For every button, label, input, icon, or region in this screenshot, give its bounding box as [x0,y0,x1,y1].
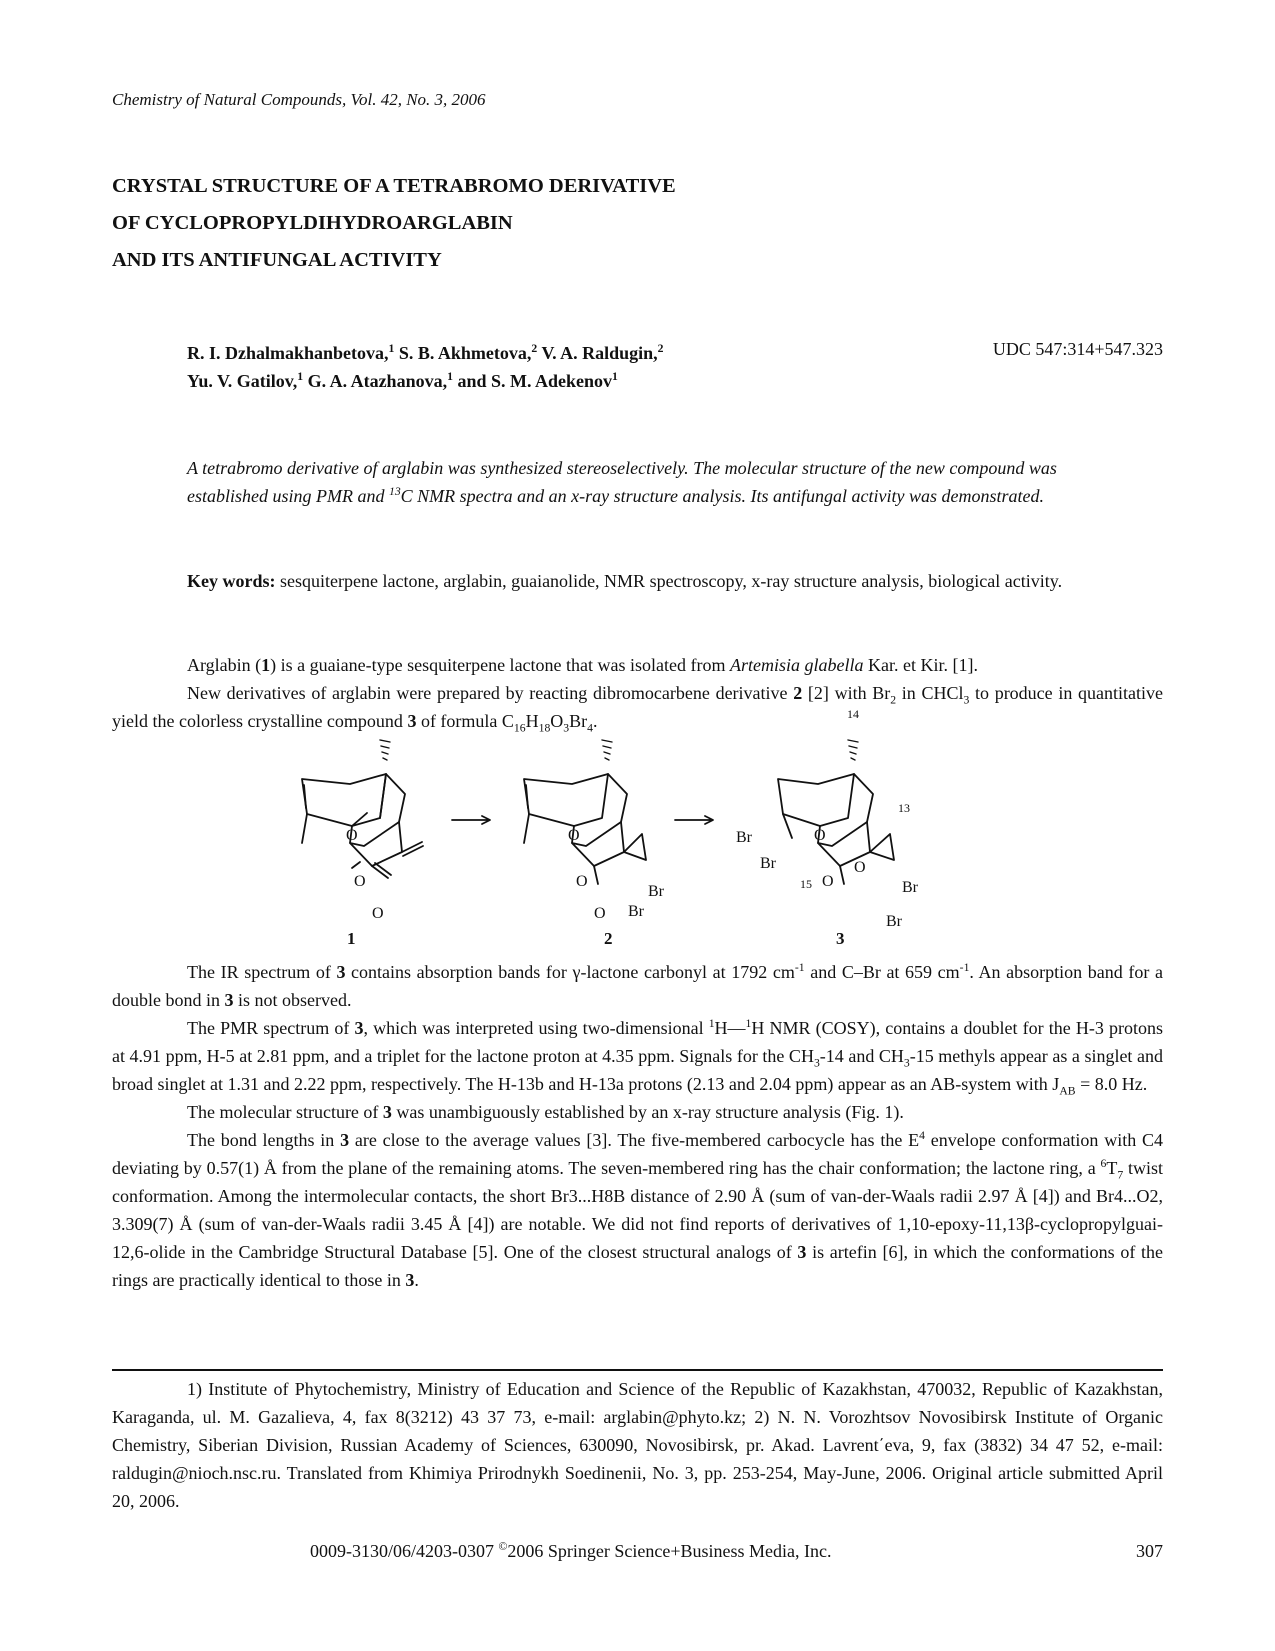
superscript: 1 [708,1017,715,1030]
text: was unambiguously established by an x-ray structure analysis (Fig. 1). [391,1102,904,1122]
superscript: 13 [388,485,401,498]
text: contains absorption bands for γ-lactone carbonyl at 1792 cm [345,962,795,982]
atom-label: O [594,905,606,922]
compound-label-3: 3 [836,929,845,948]
text: H [525,711,539,731]
compound-ref: 3 [407,711,417,731]
subscript: 3 [963,693,970,707]
author-line-1 [187,339,664,367]
subscript: 3 [903,1056,910,1070]
text: T [1106,1158,1118,1178]
copyright-footer [310,1541,831,1562]
text: are close to the average values [3]. The five-membered carbocycle has the E [349,1130,920,1150]
text: [2] with Br [802,683,891,703]
text: Kar. et Kir. [1]. [863,655,978,675]
text: -14 and CH [819,1046,904,1066]
abstract [187,454,1112,510]
text: . An absorption band for a double bond in [112,962,1163,1010]
text: Br [569,711,588,731]
atom-label: O [354,873,366,890]
subscript: 18 [538,721,551,735]
reaction-arrow [675,816,713,824]
intro-paragraph-1 [112,651,1163,679]
text: , which was interpreted using two-dimensional [363,1018,709,1038]
author-list [187,339,664,395]
subscript: AB [1059,1084,1076,1098]
atom-label: Br [760,855,776,872]
author-affiliation: 1 [297,370,304,383]
compound-ref: 3 [405,1270,415,1290]
text: O [550,711,564,731]
atom-label: O [568,827,580,844]
footnote-divider [112,1369,1163,1371]
text: H— [714,1018,746,1038]
text: and C–Br at 659 cm [804,962,960,982]
subscript: 16 [513,721,526,735]
compound-ref: 1 [261,655,271,675]
copyright-symbol: © [498,1540,508,1553]
results-section [112,958,1163,1294]
text: is artefin [6], in which the conformations of the rings are practically identical to those in [112,1242,1163,1290]
subscript: 3 [813,1056,820,1070]
subscript: 3 [563,721,570,735]
journal-citation: Chemistry of Natural Compounds, Vol. 42, No. 3, 2006 [112,90,486,109]
abstract-text: A tetrabromo derivative of arglabin was synthesized stereoselectively. The molecular structure of the new compound was established using PMR and [187,458,1057,506]
ir-paragraph [112,958,1163,1014]
structure-compound-1 [302,740,423,878]
text: The molecular structure of [187,1102,383,1122]
subscript: 7 [1117,1168,1124,1182]
text: in CHCl [896,683,964,703]
intro-paragraph-2 [112,679,1163,735]
text: envelope conformation with C4 deviating by 0.57(1) Å from the plane of the remaining atoms. The seven-membered ring has the chair conformation; the lactone ring, a [112,1130,1163,1178]
text: = 8.0 Hz. [1075,1074,1148,1094]
footnote: 1) Institute of Phytochemistry, Ministry of Education and Science of the Republic of Kazakhstan, 470032, Republic of Kazakhstan, Karaganda, ul. M. Gazalieva, 4, fax 8(3212) 43 37 73, e-mail: arglabin@phyto.kz; 2) N. N. Vorozhtsov Novosibirsk Institute of Organic Chemistry, Siberian Division, Russian Academy of Sciences, 630090, Novosibirsk, pr. Akad. Lavrent΄eva, 9, fax (3832) 34 47 52, e-mail: raldugin@nioch.nsc.ru. Translated from Khimiya Prirodnykh Soedinenii, No. 3, pp. 253-254, May-June, 2006. Original article submitted April 20, 2006. [112,1379,1163,1511]
atom-number: 13 [898,801,910,815]
text: H NMR (COSY), contains a doublet for the H-3 protons at 4.91 ppm, H-5 at 2.81 ppm, and a triplet for the lactone proton at 4.35 ppm. Signals for the CH [112,1018,1163,1066]
text: The IR spectrum of [187,962,337,982]
superscript: 6 [1100,1157,1107,1170]
author-line-2 [187,367,664,395]
superscript: 1 [745,1017,752,1030]
abstract-text: C NMR spectra and an x-ray structure analysis. Its antifungal activity was demonstrated. [400,486,1044,506]
author-name: V. A. Raldugin, [541,343,658,363]
intro-section [112,651,1163,735]
atom-label: Br [736,829,752,846]
text: -15 methyls appear as a singlet and broad singlet at 1.31 and 2.22 ppm, respectively. The H-13b and H-13a protons (2.13 and 2.04 ppm) appear as an AB-system with J [112,1046,1163,1094]
superscript: 4 [919,1129,925,1142]
keywords-label: Key words: [187,571,276,591]
text: to produce in quantitative yield the colorless crystalline compound [112,683,1163,731]
text: of formula C [416,711,514,731]
compound-ref: 3 [354,1018,364,1038]
text: Arglabin ( [187,655,262,675]
author-name: S. B. Akhmetova, [398,343,532,363]
author-affiliation: 1 [447,370,453,383]
atom-number: 15 [800,877,812,891]
keywords [112,567,1163,595]
author-name: G. A. Atazhanova, [307,371,448,391]
issn: 0009-3130/06/4203-0307 [310,1541,499,1561]
compound-label-1: 1 [347,929,356,948]
atom-label: O [576,873,588,890]
text: . [414,1270,419,1290]
author-name: Yu. V. Gatilov, [187,371,298,391]
author-name: R. I. Dzhalmakhanbetova, [187,343,389,363]
superscript: -1 [959,961,970,974]
author-name: and S. M. Adekenov [457,371,612,391]
subscript: 4 [587,721,593,735]
title-line-2: OF CYCLOPROPYLDIHYDROARGLABIN [112,212,513,234]
text: ) is a guaiane-type sesquiterpene lactone that was isolated from [270,655,730,675]
atom-label: Br [648,883,664,900]
subscript: 2 [890,693,897,707]
text: The bond lengths in [187,1130,341,1150]
species-name: Artemisia glabella [730,655,864,675]
title-line-3: AND ITS ANTIFUNGAL ACTIVITY [112,249,442,271]
page-number: 307 [1136,1541,1163,1561]
compound-label-2: 2 [604,929,613,948]
xray-paragraph [112,1098,1163,1126]
text: is not observed. [233,990,352,1010]
atom-label: O [822,873,834,890]
article-title [112,168,676,279]
compound-ref: 3 [797,1242,807,1262]
atom-label: O [814,827,826,844]
atom-label: Br [902,879,918,896]
compound-ref: 3 [340,1130,350,1150]
compound-ref: 3 [336,962,346,982]
author-affiliation: 1 [388,342,395,355]
atom-label: Br [886,913,902,930]
text: New derivatives of arglabin were prepared by reacting dibromocarbene derivative [187,683,794,703]
title-line-1: CRYSTAL STRUCTURE OF A TETRABROMO DERIVATIVE [112,175,676,197]
atom-label: O [372,905,384,922]
atom-number: 14 [847,707,859,721]
keywords-text: sesquiterpene lactone, arglabin, guaianolide, NMR spectroscopy, x-ray structure analysis, biological activity. [275,571,1063,591]
bond-paragraph [112,1126,1163,1294]
compound-ref: 2 [793,683,803,703]
compound-ref: 3 [224,990,234,1010]
pmr-paragraph [112,1014,1163,1098]
reaction-arrow [452,816,490,824]
atom-label: O [854,859,866,876]
text: twist conformation. Among the intermolecular contacts, the short Br3...H8B distance of 2.90 Å (sum of van-der-Waals radii 2.97 Å [4]) and Br4...O2, 3.309(7) Å (sum of van-der-Waals radii 3.45 Å [4]) are notable. We did not find reports of derivatives of 1,10-epoxy-11,13β-cyclopropylguai-12,6-olide in the Cambridge Structural Database [5]. One of the closest structural analogs of [112,1158,1163,1262]
udc-code: UDC 547:314+547.323 [992,339,1163,359]
author-affiliation: 1 [611,370,618,383]
atom-label: O [346,827,358,844]
structure-compound-3 [778,740,894,884]
text: The PMR spectrum of [187,1018,355,1038]
superscript: -1 [794,961,805,974]
atom-label: Br [628,903,644,920]
author-affiliation: 2 [531,342,538,355]
structure-compound-2 [524,740,646,884]
text: . [592,711,598,731]
publisher: 2006 Springer Science+Business Media, Inc. [507,1541,832,1561]
author-affiliation: 2 [657,342,664,355]
compound-ref: 3 [382,1102,392,1122]
